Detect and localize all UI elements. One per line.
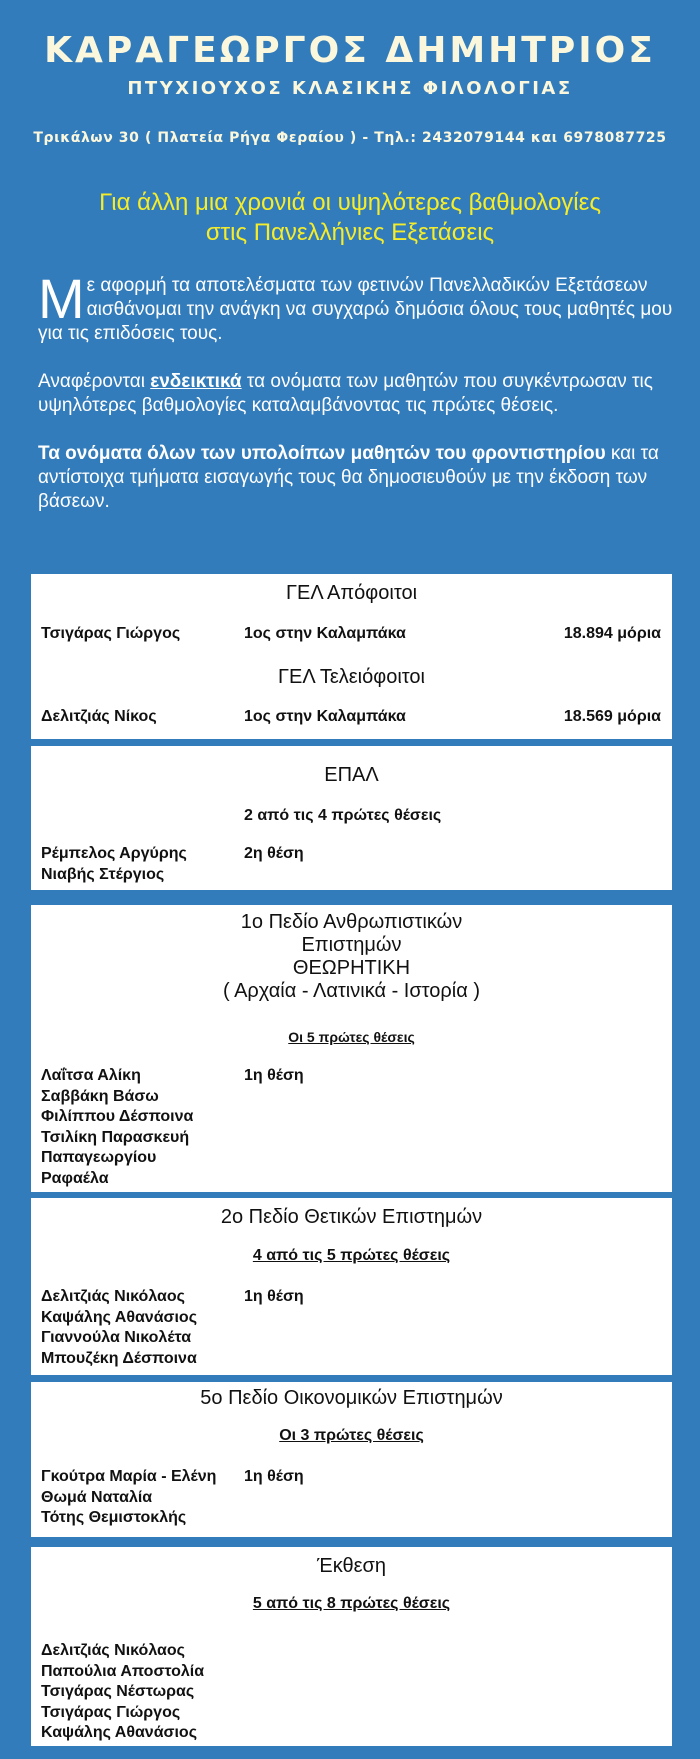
- section-title: 2ο Πεδίο Θετικών Επιστημών: [220, 1206, 483, 1228]
- tagline-line-1: Για άλλη μια χρονιά οι υψηλότερες βαθμολογίες: [99, 189, 601, 216]
- score: 18.894 μόρια: [563, 625, 661, 642]
- student-name: Τσιγάρας Νέστωρας: [41, 1683, 195, 1700]
- student-name: Θωμά Ναταλία: [41, 1488, 153, 1506]
- student-name: Τσιγάρας Γιώργος: [41, 625, 181, 642]
- title-line: 1ο Πεδίο Ανθρωπιστικών: [240, 911, 463, 933]
- section-subtitle: Οι 3 πρώτες θέσεις: [279, 1427, 424, 1444]
- student-name: Τσιγάρας Γιώργος: [41, 1703, 181, 1721]
- student-name: Καψάλης Αθανάσιος: [41, 1308, 198, 1326]
- intro-text: ε αφορμή τα αποτελέσματα των φετινών Πανελλαδικών Εξετάσεων αισθάνομαι την ανάγκη να συγχαρώ δημόσια όλους τους μαθητές μου για τις επιδόσεις τους.: [38, 275, 673, 344]
- card-humanities: [31, 905, 672, 1192]
- section-title: ΕΠΑΛ: [324, 764, 379, 786]
- paragraph-announcement: [38, 442, 678, 514]
- tagline-line-2: στις Πανελλήνιες Εξετάσεις: [205, 219, 495, 246]
- student-name: Δελιτζιάς Νικόλαος: [41, 1288, 185, 1305]
- card-economics: [31, 1382, 672, 1537]
- student-list: [41, 1287, 197, 1369]
- paragraph-indicative: [38, 370, 678, 418]
- p2-before: Αναφέρονται: [38, 371, 151, 392]
- student-name: Δελιτζιάς Νικόλαος: [41, 1642, 185, 1659]
- p2-emphasis: ενδεικτικά: [150, 371, 242, 392]
- student-name: Παπούλια Αποστολία: [41, 1662, 205, 1680]
- student-name: Δελιτζιάς Νίκος: [41, 708, 157, 725]
- section-subtitle: 2 από τις 4 πρώτες θέσεις: [244, 807, 442, 824]
- student-name: Τότης Θεμιστοκλής: [41, 1509, 187, 1526]
- student-name: Παπαγεωργίου: [41, 1149, 157, 1166]
- rank: 1ος στην Καλαμπάκα: [244, 625, 406, 642]
- section-subtitle: Οι 5 πρώτες θέσεις: [288, 1029, 415, 1045]
- p2-after: τα ονόματα των μαθητών που συγκέντρωσαν τις υψηλότερες βαθμολογίες καταλαμβάνοντας τις πρώτες θέσεις.: [38, 371, 653, 416]
- student-name: Λαΐτσα Αλίκη: [41, 1067, 141, 1084]
- student-name: Ρέμπελος Αργύρης: [41, 845, 187, 862]
- student-list: [41, 1467, 216, 1529]
- score: 18.569 μόρια: [563, 708, 661, 725]
- student-name: Φιλίππου Δέσποινα: [41, 1108, 194, 1125]
- section-title: ΓΕΛ Απόφοιτοι: [285, 582, 418, 604]
- card-epal: [31, 746, 672, 890]
- card-sciences: [31, 1198, 672, 1375]
- student-name: Σαββάκη Βάσω: [41, 1087, 159, 1105]
- student-name: Μπουζέκη Δέσποινα: [41, 1349, 197, 1367]
- rank: 1ος στην Καλαμπάκα: [244, 708, 406, 725]
- drop-cap: Μ: [38, 267, 85, 330]
- student-list: [41, 1641, 204, 1744]
- student-name: Τσιλίκη Παρασκευή: [41, 1128, 190, 1146]
- rank: 1η θέση: [244, 1468, 304, 1485]
- rank: 1η θέση: [244, 1288, 304, 1305]
- section-subtitle: 5 από τις 8 πρώτες θέσεις: [252, 1595, 451, 1612]
- tagline: [0, 188, 700, 248]
- intro-paragraph: [38, 267, 678, 346]
- section-title: Έκθεση: [317, 1555, 386, 1577]
- student-name: Νιαβής Στέργιος: [41, 865, 165, 883]
- title-line: Επιστημών: [301, 934, 402, 956]
- section-subtitle: 4 από τις 5 πρώτες θέσεις: [252, 1247, 451, 1264]
- section-title: ΓΕΛ Τελειόφοιτοι: [278, 666, 425, 688]
- student-list: [41, 844, 187, 885]
- p3-bold: Τα ονόματα όλων των υπολοίπων μαθητών του φροντιστηρίου: [38, 443, 606, 464]
- student-name: Γιαννούλα Νικολέτα: [41, 1329, 192, 1346]
- card-essay: [31, 1547, 672, 1746]
- section-title: 5ο Πεδίο Οικονομικών Επιστημών: [200, 1387, 503, 1409]
- title-line: ( Αρχαία - Λατινικά - Ιστορία ): [222, 980, 481, 1002]
- section-title: [31, 911, 672, 1003]
- rank: 2η θέση: [244, 845, 304, 862]
- tutor-name: ΚΑΡΑΓΕΩΡΓΟΣ ΔΗΜΗΤΡΙΟΣ: [44, 30, 656, 71]
- address-phone: Τρικάλων 30 ( Πλατεία Ρήγα Φεραίου ) - Τηλ.: 2432079144 και 6978087725: [33, 130, 667, 146]
- p3-rest: και τα αντίστοιχα τμήματα εισαγωγής τους θα δημοσιευθούν με την έκδοση των βάσεων.: [38, 443, 659, 512]
- student-name: Ραφαέλα: [41, 1169, 109, 1187]
- title-line: ΘΕΩΡΗΤΙΚΗ: [292, 957, 411, 979]
- card-gel: [31, 574, 672, 739]
- student-name: Καψάλης Αθανάσιος: [41, 1724, 198, 1741]
- student-name: Γκούτρα Μαρία - Ελένη: [41, 1468, 217, 1485]
- rank: 1η θέση: [244, 1067, 304, 1084]
- tutor-title: ΠΤΥΧΙΟΥΧΟΣ ΚΛΑΣΙΚΗΣ ΦΙΛΟΛΟΓΙΑΣ: [127, 78, 573, 99]
- student-list: [41, 1066, 193, 1189]
